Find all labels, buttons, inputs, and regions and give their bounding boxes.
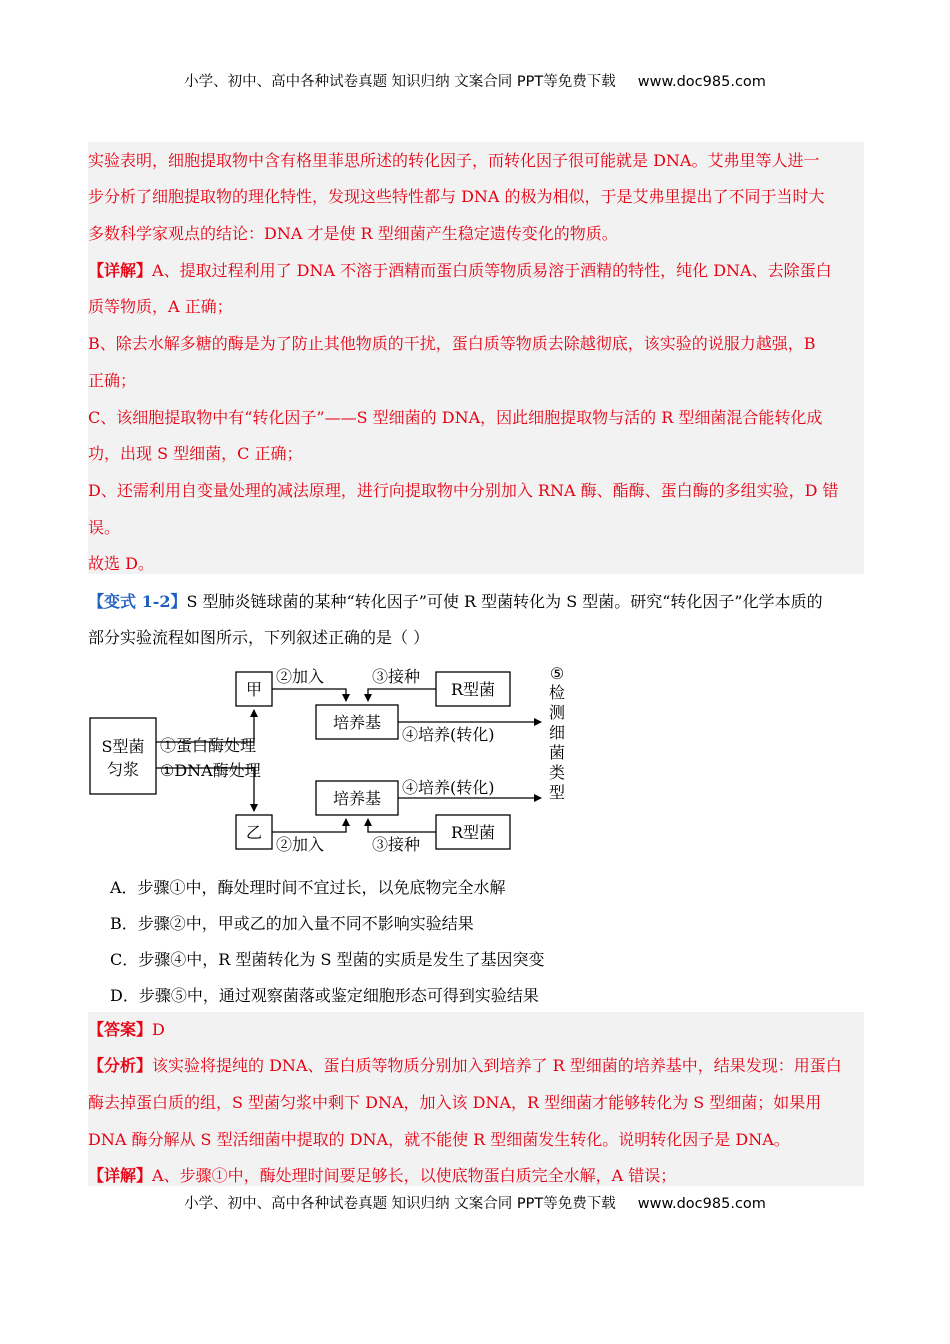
arrow-inoculate-top <box>368 689 436 701</box>
analysis-tag: 【分析】 <box>88 1056 153 1075</box>
option-c[interactable]: C．步骤④中，R 型菌转化为 S 型菌的实质是发生了基因突变 <box>110 950 545 969</box>
add-label-top: ②加入 <box>276 667 325 686</box>
question-line-1: 【变式 1-2】S 型肺炎链球菌的某种“转化因子”可使 R 型菌转化为 S 型菌。研究“转化因子”化学本质的 <box>88 592 823 611</box>
answer-line <box>88 1017 165 1040</box>
question-tag: 【变式 1-2】 <box>88 592 187 611</box>
analysis-line: 【分析】该实验将提纯的 DNA、蛋白质等物质分别加入到培养了 R 型细菌的培养基中，结果发现：用蛋白 <box>88 1056 842 1075</box>
footer-text: 小学、初中、高中各种试卷真题 知识归纳 文案合同 PPT等免费下载 <box>184 1196 616 1212</box>
detail2-line: 【详解】A、步骤①中，酶处理时间要足够长，以使底物蛋白质完全水解，A 错误； <box>88 1166 677 1185</box>
header-site: www.doc985.com <box>637 74 766 90</box>
treat-label-1: ①蛋白酶处理 <box>160 736 257 755</box>
analysis-line: DNA 酶分解从 S 型活细菌中提取的 DNA，就不能使 R 型细菌发生转化。说明转化因子是 DNA。 <box>88 1130 790 1149</box>
text-line: 实验表明，细胞提取物中含有格里菲思所述的转化因子，而转化因子很可能就是 DNA。艾弗里等人进一 <box>88 151 820 170</box>
detect-char: 类 <box>548 763 566 782</box>
treat-label-2: ①DNA酶处理 <box>160 761 261 780</box>
jia-label: 甲 <box>245 680 263 699</box>
add-label-bottom: ②加入 <box>276 835 325 854</box>
r-label-bottom: R型菌 <box>450 823 496 842</box>
detect-char: 检 <box>548 683 566 702</box>
r-label-top: R型菌 <box>450 680 496 699</box>
s-box-label-2: 匀浆 <box>106 760 140 779</box>
detail-line: D、还需利用自变量处理的减法原理，进行向提取物中分别加入 RNA 酶、酯酶、蛋白酶的多组实验，D 错 <box>88 481 839 500</box>
detail-line: 误。 <box>88 518 121 537</box>
detail-line: 功，出现 S 型细菌，C 正确； <box>88 444 303 463</box>
option-d[interactable]: D．步骤⑤中，通过观察菌落或鉴定细胞形态可得到实验结果 <box>110 986 539 1005</box>
detail-line: B、除去水解多糖的酶是为了防止其他物质的干扰，蛋白质等物质去除越彻底，该实验的说服力越强，B <box>88 334 816 353</box>
culture-label-top: ④培养(转化) <box>402 725 495 744</box>
text-line: 步分析了细胞提取物的理化特性，发现这些特性都与 DNA 的极为相似，于是艾弗里提出了不同于当时大 <box>88 187 825 206</box>
question-line-2: 部分实验流程如图所示，下列叙述正确的是（ ） <box>88 628 430 647</box>
text-line: 多数科学家观点的结论：DNA 才是使 R 型细菌产生稳定遗传变化的物质。 <box>88 224 618 243</box>
detect-char: 型 <box>548 783 566 802</box>
option-b[interactable]: B．步骤②中，甲或乙的加入量不同不影响实验结果 <box>110 914 474 933</box>
answer-tag: 【答案】 <box>88 1020 153 1039</box>
yi-label: 乙 <box>245 823 263 842</box>
inoculate-label-top: ③接种 <box>372 667 421 686</box>
arrow-add-bottom <box>272 819 346 832</box>
medium-label-bottom: 培养基 <box>332 789 382 808</box>
footer-site: www.doc985.com <box>637 1196 766 1212</box>
detail2-tag: 【详解】 <box>88 1166 153 1185</box>
detect-char: ⑤ <box>549 664 565 683</box>
s-homogenate-box <box>90 718 156 794</box>
detail-tag: 【详解】 <box>88 261 153 280</box>
medium-label-top: 培养基 <box>332 713 382 732</box>
arrow-add-top <box>272 689 346 701</box>
detect-char: 菌 <box>548 743 566 762</box>
answer-value: D <box>152 1020 165 1039</box>
detail-line: 质等物质，A 正确； <box>88 297 233 316</box>
culture-label-bottom: ④培养(转化) <box>402 778 495 797</box>
s-box-label-1: S型菌 <box>101 737 145 756</box>
detail-line: C、该细胞提取物中有“转化因子”——S 型细菌的 DNA，因此细胞提取物与活的 R 型细菌混合能转化成 <box>88 408 823 427</box>
page-footer <box>0 1192 950 1213</box>
detect-char: 测 <box>548 703 566 722</box>
detect-char: 细 <box>548 723 566 742</box>
analysis-line: 酶去掉蛋白质的组，S 型菌匀浆中剩下 DNA，加入该 DNA，R 型细菌才能够转化为 S 型细菌；如果用 <box>88 1093 822 1112</box>
detail-line: 故选 D。 <box>88 554 154 573</box>
header-text: 小学、初中、高中各种试卷真题 知识归纳 文案合同 PPT等免费下载 <box>184 74 616 90</box>
detail-line: 正确； <box>88 371 137 390</box>
inoculate-label-bottom: ③接种 <box>372 835 421 854</box>
option-a[interactable]: A．步骤①中，酶处理时间不宜过长，以免底物完全水解 <box>110 878 506 897</box>
arrow-inoculate-bottom <box>368 819 436 832</box>
detail-line: 【详解】A、提取过程利用了 DNA 不溶于酒精而蛋白质等物质易溶于酒精的特性，纯化 DNA、去除蛋白 <box>88 261 832 280</box>
